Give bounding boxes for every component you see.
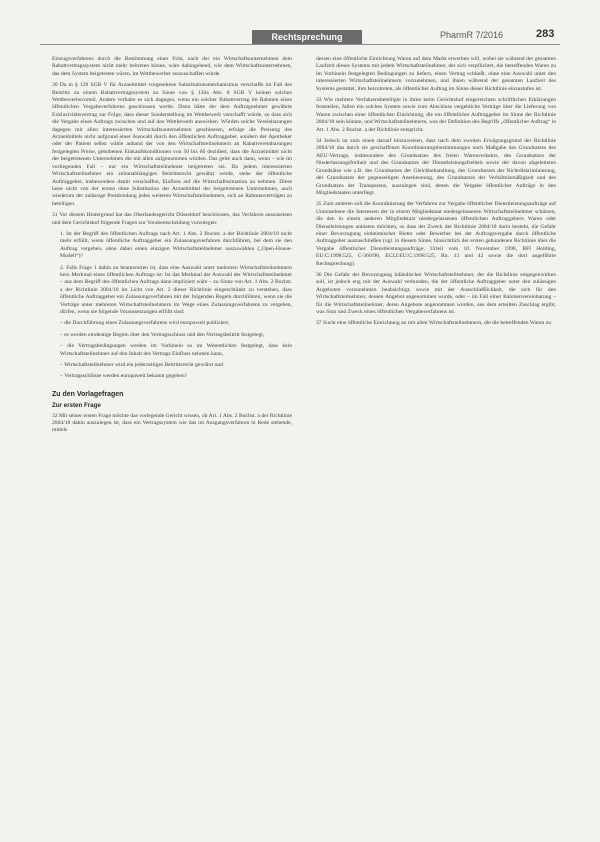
page-number: 283 [536,28,555,40]
paragraph-30: 30 Da in § 129 SGB V für Arzneimittel vorgesehene Substitutionsmechanismus verschaffe im Fall des Beitritts zu einem Rabattvertragssystem zu Sinne von § 130a Abs. 8 SGB V keinen solchen Wettbewerbsvorteil. Andere verhalte es sich dagegen, wenn ein solcher Rabattvertrag im Rahmen eines öffentlichen Vergabeverfahrens geschlossen werde. Dann hätte der dem Auftragnehmer gewährte Exklusivitätsvertrag zur Folge, dass dieser Sonderstellung im Wettbewerb verschafft würde, so dass sich die Vergabe eines Auftrags zwischen und auf den Wettbewerb auswirken. Würden solche Vereinbarungen dagegen mit allen interessierten Wirtschaftsunternehmen geschlossen, erfolge die Preisung des Arzneimittels nicht aufgrund einer Auswahl durch den öffentlichen Auftraggeber, sondern der Apotheker oder der Patient selbst wähle anhand der von den Wirtschaftsteilnehmern an Rabattvereinbarungen festgelegten Preise, gehobenen Einkaufskonditionen von 50 bis 60 dezidiert, dass die Arzneimittel nicht der beigetretenen Unternehmen die mit allen aufgenommen würden. Das gelte auch dann, wenn – wie im vorliegenden Fall – nur ein Wirtschaftsteilnehmer beigetreten sei. Da jedem interessierten Wirtschaftsteilnehmer ein zeitunabhängiges Beitrittsrecht gewährt werde, stehe der öffentliche Auftraggeber, insbesondere damit verschaffen, Einfluss auf die Wirtschaftssituation zu nehmen. Diese lasse nicht von der ersten ohne Substitution der Arzneimittel der beigetretenen Unternehmen, auch wiederum der zulässige Preisbindung jedes weiteren Wirtschaftsteilnehmers, sich an Rahmenverträgen zu beteiligen. [52,82,292,207]
condition-5: – Vertragsschlüsse werden europaweit bekannt gegeben? [60,373,188,380]
paragraph-31: 31 Vor diesem Hintergrund hat das Oberlandesgericht Düsseldorf beschlossen, das Verfahren auszusetzen und dem Gerichtshof folgende Fragen zur Vorabentscheidung vorzulegen: [52,212,292,226]
condition-2: – es werden eindeutige Regeln über den Vertragsschluss und den Vertragsbeitritt festgelegt, [60,331,265,338]
condition-3: – die Vertragsbedingungen werden im Vorhinein so im Wesentlichen festgelegt, dass kein Wirtschaftsteilnehmer auf den Inhalt des Vertrags Einfluss nehmen kann, [60,343,292,357]
header-rule [40,44,560,45]
paragraph-33: 33 Wie mehrere Verfahrensbeteiligte in ihren beim Gerichtshof eingereichten schriftlichen Erklärungen feststellen, fallen ein solches System sowie zum Abschluss vergebliche Verträge über die Lieferung von Waren zwischen einer öffentlichen Einrichtung, die ein öffentlicher Auftraggeber im Sinne der Richtlinie 2004/18 sein könnte, und Wirtschaftsteilnehmern, was der Definition des Begriffs „öffentlicher Auftrag“ in Art. 1 Abs. 2 Buchst. a der Richtlinie entspricht. [316,97,556,133]
section-tab: Rechtsprechung [252,30,362,44]
paragraph-37: 37 Sucht eine öffentliche Einrichtung an mit allen Wirtschaftsteilnehmern, die die betreffenden Waren zu [316,320,552,327]
paragraph: dessen eine öffentliche Einrichtung Waren auf dem Markt erwerben will, wobei sie während der gesamten Laufzeit dieses Systems mit jedem Wirtschaftsteilnehmer, der sich verpflichtet, die betreffenden Waren zu im Vorhinein festgelegten Bedingungen zu liefern, einen Vertrag schließt, ohne eine Auswahl unter den interessierten Wirtschaftsteilnehmern vorzunehmen, und ihnen während der gesamten Laufzeit des Systems gestattet, ihm beizutreten, als öffentlicher Auftrag im Sinne dieser Richtlinie einzustufen ist. [316,56,556,92]
paragraph-36: 36 Die Gefahr der Bevorzugung inländischer Wirtschaftsteilnehmer, der die Richtlinie entgegenwirken soll, ist jedoch eng mit der Auswahl verbunden, die der öffentliche Auftraggeber unter den zulässigen Angeboten vorzunehmen beabsichtigt, sowie mit der Ausschließlichkeit, die sich für den Wirtschaftsteilnehmer, dessen Angebot angenommen wurde, oder – im Fall einer Rahmenvereinbarung – für die Wirtschaftsteilnehmer, deren Angebote angenommen wurden, aus dem erteilten Zuschlag ergibt, was Sinn und Zweck eines öffentlichen Vergabeverfahrens ist. [316,271,556,315]
question-2: 2. Falls Frage 1 dahin zu beantworten ist, dass eine Auswahl unter mehreren Wirtschaftsteilnehmern kein Merkmal eines öffentlichen Auftrags ist: Ist das Merkmal der Auswahl der Wirtschaftsteilnehmer – aus dem Begriff des öffentlichen Auftrags dann impliziert wäre – zu Sinne von Art. 1 Abs. 2 Buchst. a der Richtlinie 2004/18 im Licht von Art. 2 dieser Richtlinie eingeschränkt zu verstehen, dass öffentliche Auftraggeber ein Zulassungsverfahren mit der folgenden Regeln durchführen, wenn sie die Verträge unter mehreren Wirtschaftsteilnehmern im Wege eines Zulassungsverfahrens zu vergeben, dürfen, wenn sie folgende Voraussetzungen erfüllt sind: [60,264,292,315]
paragraph-32: 32 Mit seiner ersten Frage möchte das vorlegende Gericht wissen, ob Art. 1 Abs. 2 Buchst. a der Richtlinie 2004/18 dahin auszulegen ist, dass ein Vertragssystem wie das im Ausgangsverfahren in Rede stehende, mittels [52,412,292,434]
paragraph: Einzugsverfahrens durch die Bestimmung einer Frist, nach der ein Wirtschaftsunternehmen dem Rabattvertragssystem nicht mehr beitreten könne, wäre dahingehend, wie dem Wirtschaftsunternehmen, das dem System beigetreten wären, im Wettbewerber auszuschaffen würde. [52,56,292,77]
heading-first-question: Zur ersten Frage [52,402,101,410]
paragraph-34: 34 Jedoch ist zum einen darauf hinzuweisen, dass nach dem zweiten Erwägungsgrund der Richtlinie 2004/18 das durch sie geschaffenen Koordinierungsbestimmungen nach Maßgabe des Grundsatzes des AEU-Vertrags, insbesondere des Grundsatzes des freien Warenverkehrs, des Grundsatzes der Niederlassungsfreiheit und des Grundsatzes der Dienstleistungsfreiheit sowie der davon abgeleiteten Grundsätze wie z.B. des Grundsatzes der Gleichbehandlung, des Grundsatzes der Nichtdiskriminierung, des Grundsatzes der gegenseitigen Anerkennung, des Grundsatzes der Verhältnismäßigkeit und des Grundsatzes der Transparenz, auszulegen sind, denen die Vergabe öffentlicher Aufträge in den Mitgliedstaaten unterliegt. [316,138,556,196]
question-1: 1. Ist der Begriff des öffentlichen Auftrags nach Art. 1 Abs. 2 Buchst. a der Richtlinie 2004/18 nicht mehr erfüllt, wenn öffentliche Auftraggeber ein Zulassungsverfahren durchführen, bei dem sie den Auftrag vergeben, ohne dabei einen einzigen Wirtschaftsteilnehmer auszuwählen („Open-House-Modell“)? [60,230,292,260]
condition-1: – die Durchführung eines Zulassungsverfahrens wird europaweit publiziert, [60,320,230,327]
paragraph-35: 35 Zum anderen soll die Koordinierung der Verfahren zur Vergabe öffentlicher Dienstleistungsaufträge auf Unionsebene die Interessen der in einem Mitgliedstaat niedergelassenen Wirtschaftsteilnehmer schützen, die den in einem anderen Mitgliedstaat niedergelassenen öffentlichen Auftraggebern Waren oder Dienstleistungen anbieten möchten, so dass der Zweck der Richtlinie 2004/18 darin besteht, die Gefahr einer Bevorzugung einheimischer Bieter oder Bewerber bei der Auftragsvergabe durch öffentliche Auftraggeber auszuschließen (vgl. in diesem Sinne, hinsichtlich der ersten gebundenen Richtlinie über die Vergabe öffentlicher Dienstleistungsaufträge, Urteil vom 10. November 1998, BFI Holding, EU:C:1998:525, C-360/96, ECLI:EU:C:1998:525, Rn. 41 und 42 sowie die dort angeführte Rechtsprechung). [316,201,556,267]
left-column [52,56,292,439]
right-column [316,56,556,332]
journal-citation: PharmR 7/2016 [440,30,504,40]
heading-preliminary-questions: Zu den Vorlagefragen [52,390,124,398]
condition-4: – Wirtschaftsteilnehmer wird ein jederzeitiges Beitrittsrecht gewährt und [60,362,223,369]
